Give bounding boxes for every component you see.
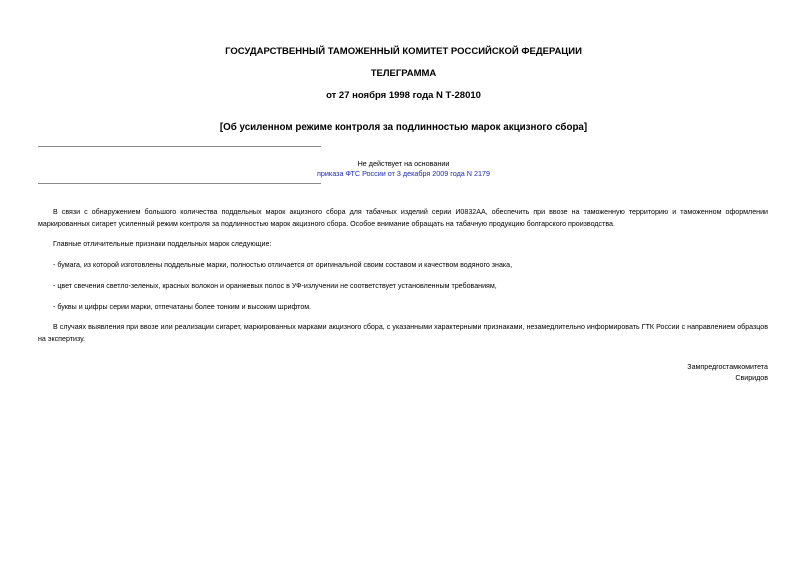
paragraph-sign-paper: - бумага, из которой изготовлены поддельные марки, полностью отличается от оригинальной своим составом и качеством водяного знака, <box>53 261 513 269</box>
paragraph-intro: В связи с обнаружением большого количества поддельных марок акцизного сбора для табачных изделий серии И0832АА, обеспечить при ввозе на таможенную территорию и таможенном оформлении маркированных сигарет усиленный режим контроля за подлинностью марок акцизного сбора. Особое внимание обращать на табачную продукцию болгарского производства. <box>38 208 768 228</box>
signature-name: Свиридов <box>735 374 768 382</box>
document-date-number: от 27 ноября 1998 года N Т-28010 <box>326 90 481 101</box>
signature-position: Зампредгостамкомитета <box>687 363 768 371</box>
paragraph-signs-heading: Главные отличительные признаки поддельных марок следующие: <box>53 240 272 248</box>
divider-bottom <box>38 183 321 184</box>
status-note-text: Не действует на основании <box>357 159 450 168</box>
paragraph-sign-font: - буквы и цифры серии марки, отпечатаны более тонким и высоким шрифтом. <box>53 303 312 311</box>
paragraph-sign-color: - цвет свечения светло-зеленых, красных волокон и оранжевых полос в УФ-излучении не соответствует установленным требованиям, <box>53 282 497 290</box>
issuing-authority: ГОСУДАРСТВЕННЫЙ ТАМОЖЕННЫЙ КОМИТЕТ РОССИЙСКОЙ ФЕДЕРАЦИИ <box>225 46 582 57</box>
paragraph-instruction: В случаях выявления при ввозе или реализации сигарет, маркированных марками акцизного сбора, с указанными характерными признаками, незамедлительно информировать ГТК России с направлением образцов на экспертизу. <box>38 323 768 343</box>
status-note-link[interactable]: приказа ФТС России от 3 декабря 2009 года N 2179 <box>317 169 490 178</box>
document-type: ТЕЛЕГРАММА <box>370 68 437 79</box>
document-title: [Об усиленном режиме контроля за подлинностью марок акцизного сбора] <box>219 122 588 133</box>
divider-top <box>38 146 321 147</box>
